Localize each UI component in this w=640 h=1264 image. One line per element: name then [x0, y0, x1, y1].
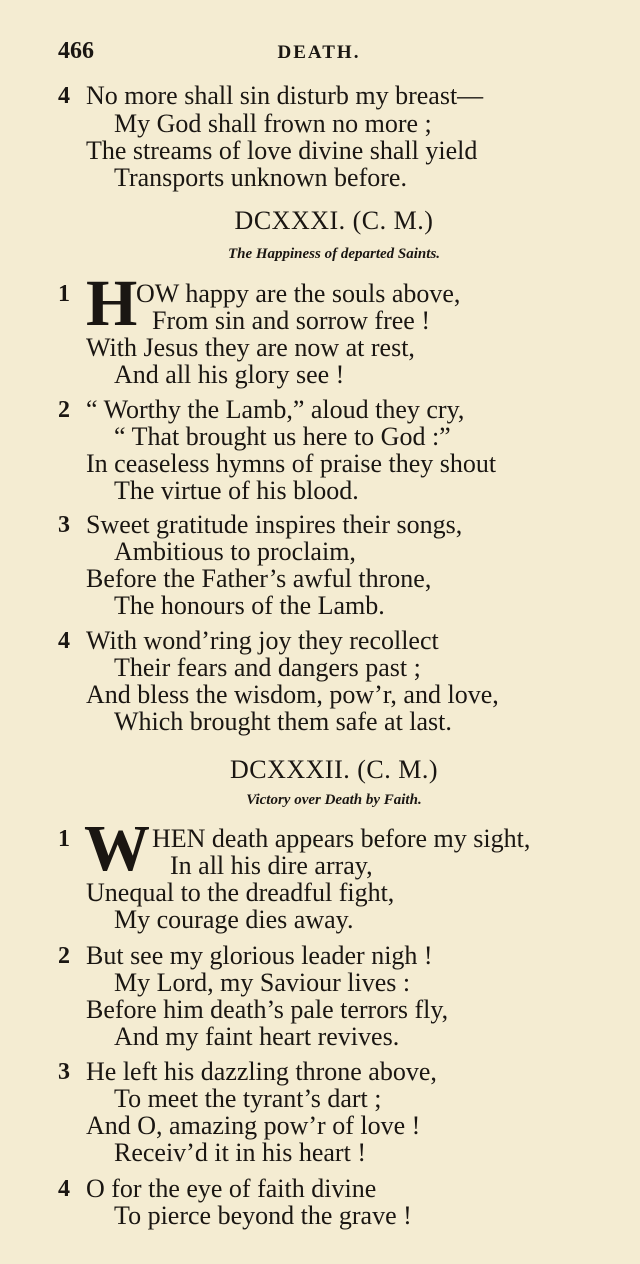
hymn-subtitle: The Happiness of departed Saints. [227, 246, 441, 262]
verse-line: HEN death appears before my sight, [152, 824, 531, 853]
verse-line: And my faint heart revives. [114, 1022, 400, 1051]
drop-cap: W [84, 812, 150, 885]
stanza-number: 2 [58, 943, 70, 969]
verse-line: Which brought them safe at last. [114, 707, 452, 736]
verse-line: With wond’ring joy they recollect [86, 626, 439, 655]
verse-line: Unequal to the dreadful fight, [86, 878, 395, 907]
verse-line: But see my glorious leader nigh ! [86, 941, 433, 970]
verse-line: O for the eye of faith divine [86, 1174, 377, 1203]
verse-line: No more shall sin disturb my breast— [86, 81, 484, 110]
verse-line: With Jesus they are now at rest, [86, 333, 415, 362]
verse-line: “ Worthy the Lamb,” aloud they cry, [86, 395, 465, 424]
verse-line: My Lord, my Saviour lives : [114, 968, 411, 997]
verse-line: And O, amazing pow’r of love ! [86, 1111, 421, 1140]
stanza-number: 1 [58, 281, 70, 307]
verse-line: My courage dies away. [114, 905, 354, 934]
stanza-number: 1 [58, 826, 70, 852]
verse-line: And all his glory see ! [114, 360, 345, 389]
verse-line: To meet the tyrant’s dart ; [114, 1084, 382, 1113]
hymn-title: DCXXXI. (C. M.) [234, 206, 434, 235]
verse-line: The virtue of his blood. [114, 476, 359, 505]
verse-line: Before him death’s pale terrors fly, [86, 995, 449, 1024]
verse-line: In all his dire array, [170, 851, 373, 880]
verse-line: Before the Father’s awful throne, [86, 564, 432, 593]
verse-line: The honours of the Lamb. [114, 591, 385, 620]
running-head: DEATH. [277, 42, 361, 63]
verse-line: Ambitious to proclaim, [114, 537, 356, 566]
verse-line: The streams of love divine shall yield [86, 136, 478, 165]
verse-line: Transports unknown before. [114, 163, 407, 192]
stanza-number: 4 [58, 83, 70, 109]
verse-line: To pierce beyond the grave ! [114, 1201, 412, 1230]
verse-line: Receiv’d it in his heart ! [114, 1138, 366, 1167]
stanza-number: 3 [58, 1059, 70, 1085]
stanza-number: 2 [58, 397, 70, 423]
page-header [58, 38, 580, 66]
verse-line: In ceaseless hymns of praise they shout [86, 449, 497, 478]
verse-line: “ That brought us here to God :” [114, 422, 451, 451]
page-number: 466 [58, 38, 94, 64]
verse-line: My God shall frown no more ; [114, 109, 432, 138]
hymn-title: DCXXXII. (C. M.) [229, 755, 439, 784]
drop-cap: H [86, 267, 138, 340]
stanza-number: 3 [58, 512, 70, 538]
verse-line: He left his dazzling throne above, [86, 1057, 437, 1086]
verse-line: OW happy are the souls above, [136, 279, 461, 308]
stanza-number: 4 [58, 1176, 70, 1202]
verse-line: From sin and sorrow free ! [152, 306, 430, 335]
hymn-subtitle: Victory over Death by Faith. [246, 792, 422, 808]
stanza-number: 4 [58, 628, 70, 654]
verse-line: Sweet gratitude inspires their songs, [86, 510, 463, 539]
verse-line: Their fears and dangers past ; [114, 653, 421, 682]
verse-line: And bless the wisdom, pow’r, and love, [86, 680, 499, 709]
